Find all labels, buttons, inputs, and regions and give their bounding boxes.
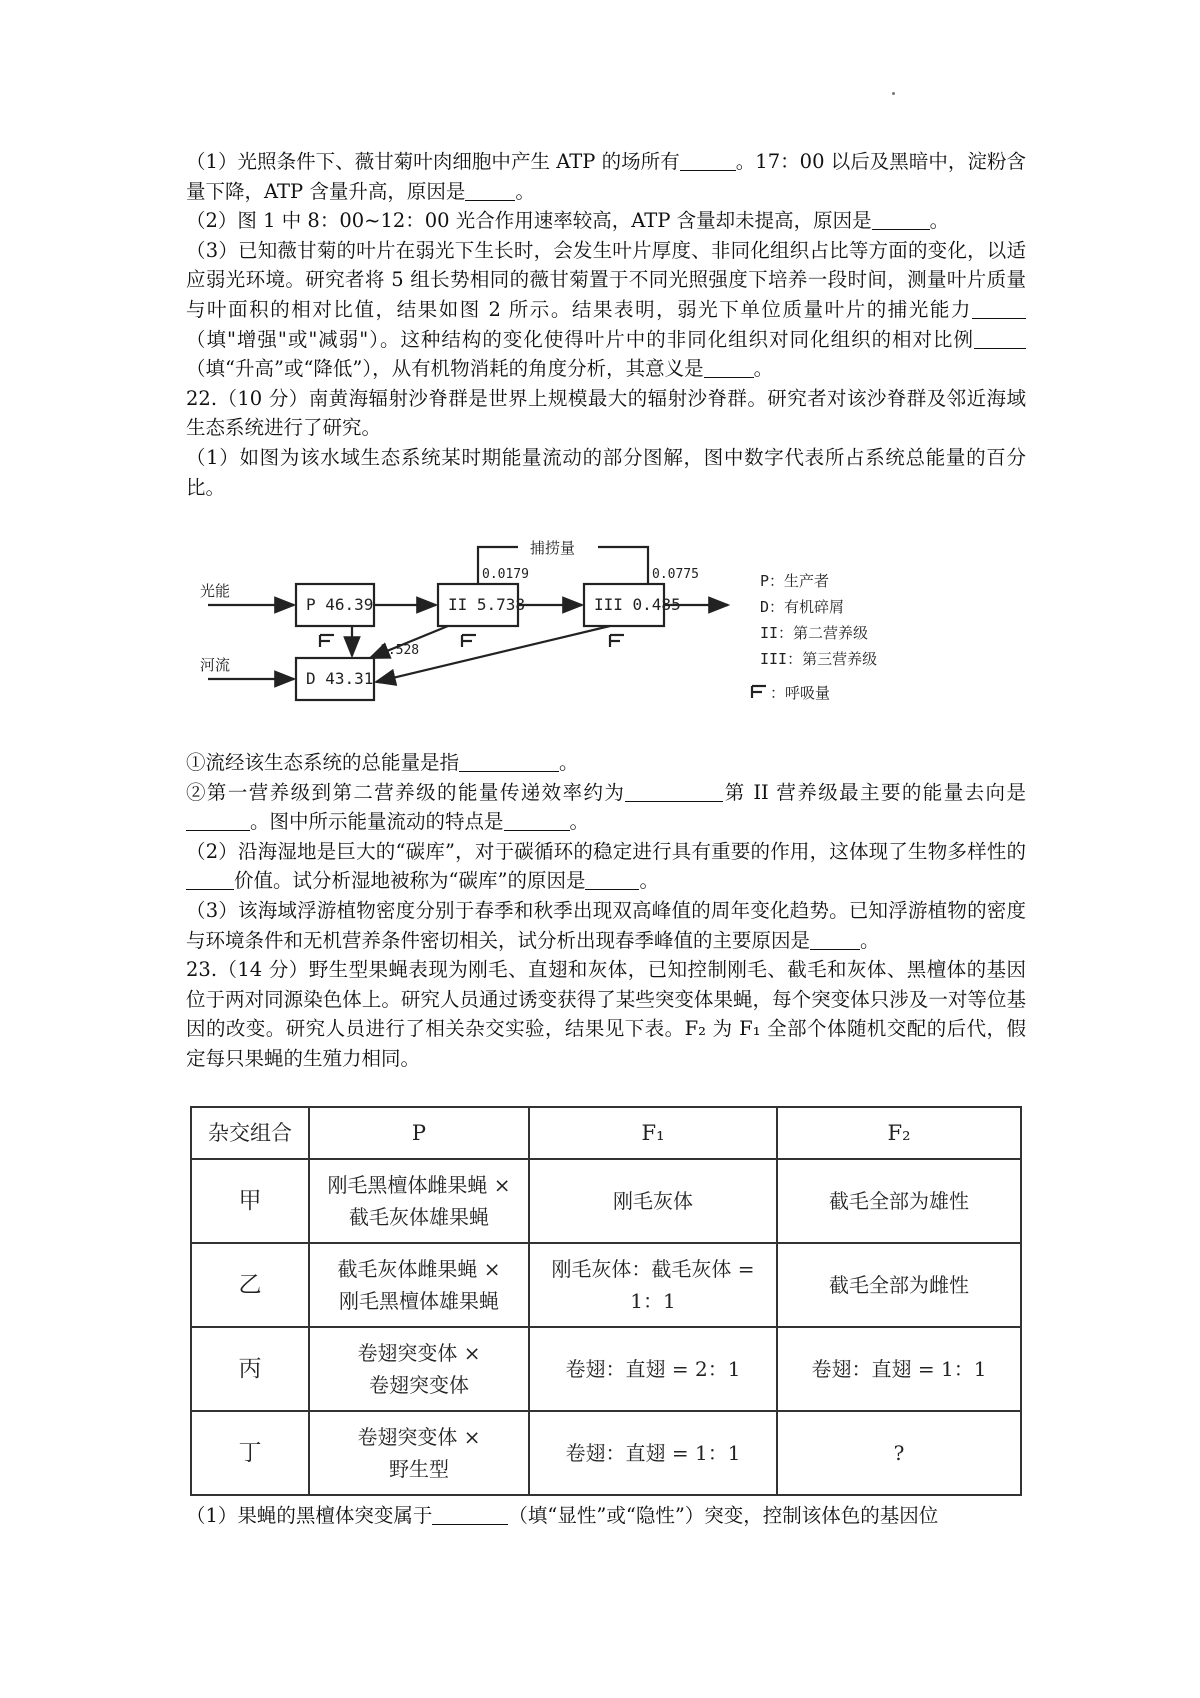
cross-results-table-wrapper [190,1106,1020,1496]
f2-cell: 截毛全部为雌性 [777,1243,1021,1327]
answer-blank[interactable] [704,357,754,378]
answer-blank[interactable] [974,328,1026,349]
catch-label: 捕捞量 [530,539,576,557]
cross-group: 丁 [191,1411,309,1495]
legend-ii: II：第二营养级 [760,624,869,642]
question-text-top [186,147,1026,502]
header-f2: F₂ [777,1107,1021,1159]
cross-group: 乙 [191,1243,309,1327]
legend-d: D：有机碎屑 [760,598,845,616]
cross-group: 丙 [191,1327,309,1411]
parents-cell: 刚毛黑檀体雌果蝇 × 截毛灰体雄果蝇 [309,1159,529,1243]
cross-results-table [190,1106,1022,1496]
header-p: P [309,1107,529,1159]
table-row [191,1327,1021,1411]
catch-bracket-left [478,547,518,562]
answer-blank[interactable] [810,929,860,950]
answer-blank[interactable] [504,810,570,831]
parents-cell: 卷翅突变体 × 卷翅突变体 [309,1327,529,1411]
catch-iii-value: 0.0775 [652,567,699,582]
answer-blank[interactable] [459,751,559,772]
legend-respiration-symbol [752,686,766,698]
question-22-header: 22.（10 分）南黄海辐射沙脊群是世界上规模最大的辐射沙脊群。研究者对该沙脊群及邻近海域生态系统进行了研究。 [186,386,1026,440]
legend-iii: III：第三营养级 [760,650,878,668]
header-f1: F₁ [529,1107,777,1159]
cross-group: 甲 [191,1159,309,1243]
question-23-header: 23.（14 分）野生型果蝇表现为刚毛、直翅和灰体，已知控制刚毛、截毛和灰体、黑檀体的基因位于两对同源染色体上。研究人员通过诱变获得了某些突变体果蝇，每个突变体只涉及一对等位基因的改变。研究人员进行了相关杂交实验，结果见下表。F₂ 为 F₁ 全部个体随机交配的后代，假定每只果蝇的生殖力相同。 [186,958,1026,1070]
answer-blank[interactable] [680,150,736,171]
table-row [191,1411,1021,1495]
table-row [191,1159,1021,1243]
stray-mark [892,92,895,95]
respiration-symbol-iii [610,635,624,647]
f1-cell: 卷翅：直翅 = 1：1 [529,1411,777,1495]
respiration-symbol-ii [462,635,476,647]
p-to-d-value: 1.528 [380,643,420,658]
energy-flow-diagram [200,530,980,730]
question-text-bottom [186,748,1026,1074]
question-text-final [186,1501,1026,1531]
parents-cell: 截毛灰体雌果蝇 × 刚毛黑檀体雄果蝇 [309,1243,529,1327]
question-22-3: （3）该海域浮游植物密度分别于春季和秋季出现双高峰值的周年变化趋势。已知浮游植物的密度与环境条件和无机营养条件密切相关，试分析出现春季峰值的主要原因是 。 [186,898,1026,952]
answer-blank[interactable] [186,810,250,831]
f2-cell: ? [777,1411,1021,1495]
question-22-2: （2）沿海湿地是巨大的“碳库”，对于碳循环的稳定进行具有重要的作用，这体现了生物多样性的价值。试分析湿地被称为“碳库”的原因是 。 [186,839,1026,893]
answer-blank[interactable] [585,869,639,890]
question-21-1: （1）光照条件下、薇甘菊叶肉细胞中产生 ATP 的场所有 。17：00 以后及黑暗中，淀粉含量下降，ATP 含量升高，原因是 。 [186,150,1026,203]
node-p-label: P 46.39 [306,595,374,614]
answer-blank[interactable] [872,209,930,230]
question-21-3: （3）已知薇甘菊的叶片在弱光下生长时，会发生叶片厚度、非同化组织占比等方面的变化，以适应弱光环境。研究者将 5 组长势相同的薇甘菊置于不同光照强度下培养一段时间，测量叶片质量与叶面积的相对比值，结果如图 2 所示。结果表明，弱光下单位质量叶片的捕光能力（填"增强"或"减弱"）。这种结构的变化使得叶片中的非同化组织对同化组织的相对比例（填“升高”或“降低”），从有机物消耗的角度分析，其意义是 。 [186,238,1026,381]
answer-blank[interactable] [972,298,1026,319]
f2-cell: 卷翅：直翅 = 1：1 [777,1327,1021,1411]
answer-blank[interactable] [625,781,723,802]
table-header-row [191,1107,1021,1159]
f1-cell: 卷翅：直翅 = 2：1 [529,1327,777,1411]
river-label: 河流 [200,656,231,674]
node-iii-label: III 0.485 [594,595,681,614]
catch-bracket-right [598,547,648,562]
legend-p: P：生产者 [760,572,830,590]
legend-respiration: ：呼吸量 [770,684,831,702]
f2-cell: 截毛全部为雄性 [777,1159,1021,1243]
answer-blank[interactable] [432,1504,508,1525]
respiration-symbol-p [320,635,334,647]
f1-cell: 刚毛灰体：截毛灰体 = 1：1 [529,1243,777,1327]
question-23-1: （1）果蝇的黑檀体突变属于 （填“显性”或“隐性”）突变，控制该体色的基因位 [186,1504,939,1527]
node-ii-label: II 5.738 [448,595,526,614]
question-22-1a: ①流经该生态系统的总能量是指 。 [186,751,579,774]
catch-ii-value: 0.0179 [482,567,529,582]
light-label: 光能 [200,582,231,600]
node-d-label: D 43.31 [306,669,374,688]
answer-blank[interactable] [186,869,234,890]
table-row [191,1243,1021,1327]
f1-cell: 刚毛灰体 [529,1159,777,1243]
header-cross-group: 杂交组合 [191,1107,309,1159]
question-21-2: （2）图 1 中 8：00~12：00 光合作用速率较高，ATP 含量却未提高，原因是 。 [186,209,950,233]
parents-cell: 卷翅突变体 × 野生型 [309,1411,529,1495]
question-22-1: （1）如图为该水域生态系统某时期能量流动的部分图解，图中数字代表所占系统总能量的百分比。 [186,445,1026,499]
question-22-1b: ②第一营养级到第二营养级的能量传递效率约为 第 II 营养级最主要的能量去向是。图中所示能量流动的特点是 。 [186,780,1026,834]
answer-blank[interactable] [465,180,515,201]
